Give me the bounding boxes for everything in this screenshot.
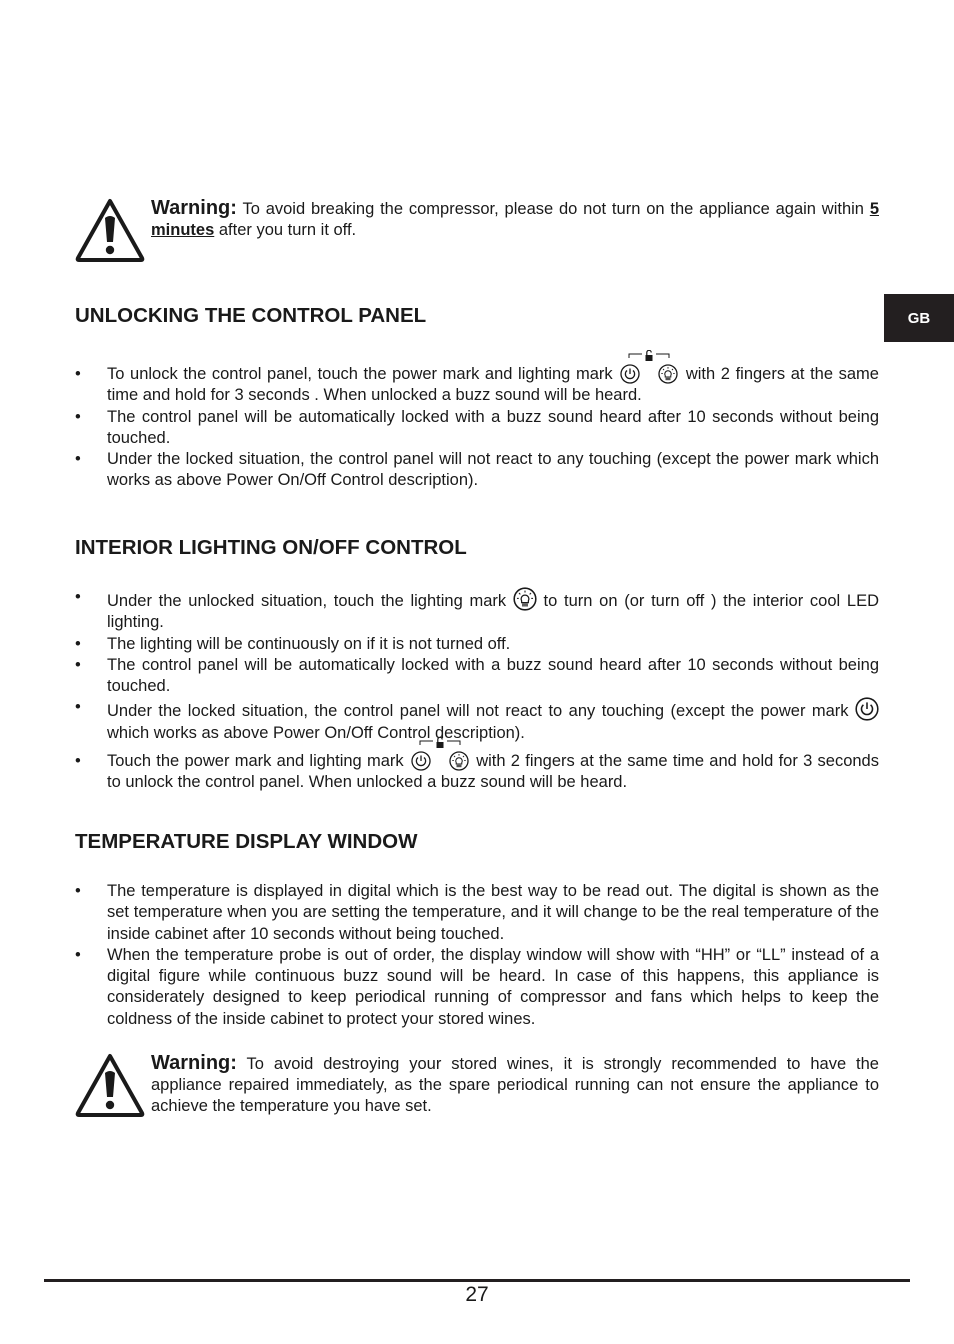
item-text: The control panel will be automatically locked with a buzz sound heard after 10 seconds without being touched. <box>107 407 879 447</box>
item-text: Under the locked situation, the control panel will not react to any touching (except the power mark which works as above Power On/Off Control description). <box>107 450 879 490</box>
footer-rule <box>44 1279 910 1282</box>
item-text: with 2 fingers at the same time and hold for 3 seconds . When unlocked a buzz sound will be heard. <box>107 365 879 405</box>
heading-unlocking: UNLOCKING THE CONTROL PANEL <box>75 304 427 327</box>
heading-temperature-display: TEMPERATURE DISPLAY WINDOW <box>75 830 418 853</box>
warning-compressor <box>75 198 879 241</box>
lock-icon <box>419 737 461 751</box>
warning-icon <box>75 198 145 262</box>
bullet: • <box>75 752 81 771</box>
language-tab: GB <box>884 294 954 342</box>
list-item <box>75 634 879 655</box>
bullet: • <box>75 698 81 717</box>
item-text: To unlock the control panel, touch the power mark and lighting mark <box>107 365 619 383</box>
list-interior-lighting <box>75 587 879 794</box>
list-item <box>75 697 879 744</box>
page-number: 27 <box>465 1283 489 1306</box>
list-unlocking <box>75 364 879 492</box>
warning-text <box>151 1053 879 1117</box>
bullet: • <box>75 655 81 674</box>
list-item <box>75 364 879 407</box>
power-light-lock-combo <box>620 364 678 384</box>
list-item <box>75 407 879 450</box>
light-icon <box>658 364 678 384</box>
light-icon <box>449 751 469 771</box>
lock-icon <box>628 350 670 364</box>
warning-text <box>151 198 879 241</box>
list-item <box>75 587 879 634</box>
item-text: The lighting will be continuously on if it is not turned off. <box>107 634 511 653</box>
list-item <box>75 449 879 492</box>
item-text: Touch the power mark and lighting mark <box>107 752 409 771</box>
list-item <box>75 655 879 698</box>
item-text: Under the unlocked situation, touch the lighting mark <box>107 592 513 610</box>
power-light-lock-combo <box>411 751 469 771</box>
warning-emphasis: 5 minutes <box>151 200 879 239</box>
list-item <box>75 945 879 1030</box>
list-item <box>75 751 879 794</box>
bullet: • <box>75 588 81 606</box>
bullet: • <box>75 365 81 383</box>
item-text: Under the locked situation, the control panel will not react to any touching (except the power mark <box>107 702 855 721</box>
warning-icon <box>75 1053 145 1117</box>
item-text: with 2 fingers at the same time and hold for 3 seconds to unlock the control panel. When unlocked a buzz sound will be heard. <box>107 752 879 792</box>
power-icon <box>855 697 879 721</box>
bullet: • <box>75 450 81 469</box>
bullet: • <box>75 945 81 964</box>
item-text: The temperature is displayed in digital which is the best way to be read out. The digital is shown as the set temperature when you are setting the temperature, and it will change to be the real temperature of the inside cabinet after 10 seconds without being touched. <box>107 882 879 943</box>
warning-stored-wines <box>75 1053 879 1117</box>
item-text: to turn on (or turn off ) the interior cool LED lighting. <box>107 592 879 632</box>
bullet: • <box>75 882 81 900</box>
power-icon <box>411 751 431 771</box>
warning-body-part: To avoid breaking the compressor, please do not turn on the appliance again within <box>236 200 870 218</box>
heading-interior-lighting: INTERIOR LIGHTING ON/OFF CONTROL <box>75 536 467 559</box>
bullet: • <box>75 407 81 426</box>
warning-label: Warning: <box>151 1052 237 1074</box>
item-text: which works as above Power On/Off Control description). <box>107 723 525 742</box>
warning-label: Warning: <box>151 197 237 219</box>
light-icon <box>513 587 537 611</box>
power-icon <box>620 364 640 384</box>
list-temperature-display <box>75 881 879 1030</box>
warning-body-part: after you turn it off. <box>214 221 357 239</box>
bullet: • <box>75 634 81 653</box>
item-text: The control panel will be automatically locked with a buzz sound heard after 10 seconds without being touched. <box>107 655 879 696</box>
list-item <box>75 881 879 945</box>
item-text: When the temperature probe is out of order, the display window will show with “HH” or “LL” instead of a digital figure while continuous buzz sound will be heard. In case of this happens, this appliance is considerately designed to keep periodical running of compressor and fans which helps to keep the coldness of the inside cabinet to protect your stored wines. <box>107 945 879 1028</box>
warning-body: To avoid destroying your stored wines, it is strongly recommended to have the appliance repaired immediately, as the spare periodical running can not ensure the appliance to achieve the temperature you have set. <box>151 1055 879 1115</box>
